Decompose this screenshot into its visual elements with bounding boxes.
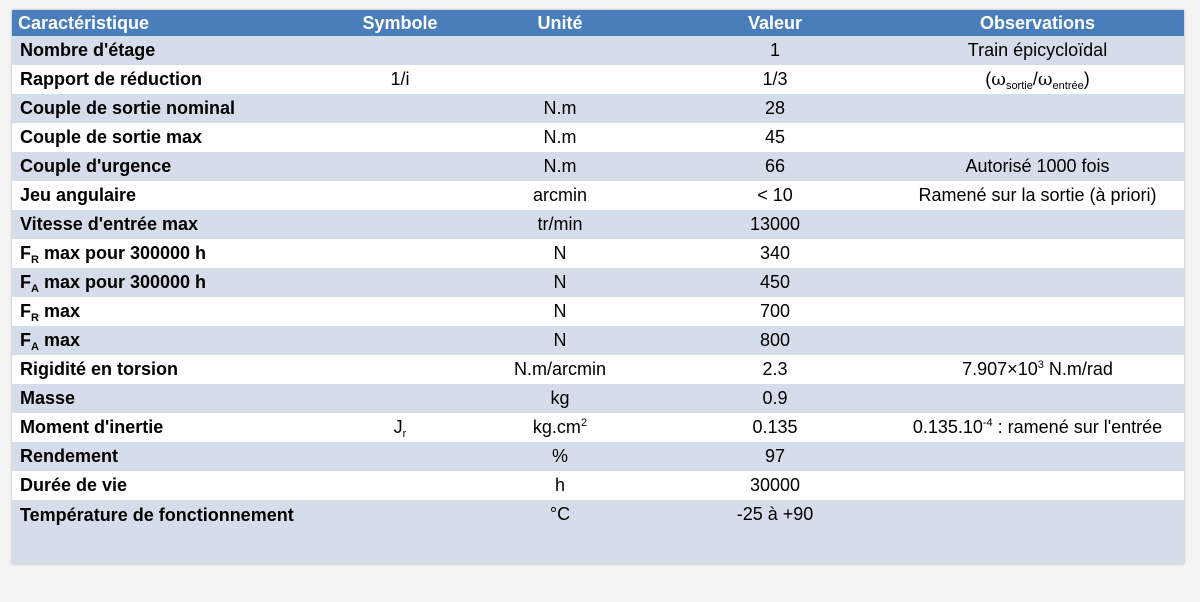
table-row bbox=[12, 181, 1184, 210]
cell-observation: Ramené sur la sortie (à priori) bbox=[891, 181, 1184, 210]
omega-symbol: ω bbox=[1037, 69, 1053, 90]
header-value: Valeur bbox=[659, 10, 891, 36]
cell-characteristic bbox=[12, 239, 339, 268]
table-row bbox=[12, 36, 1184, 65]
superscript: 2 bbox=[580, 417, 588, 429]
spec-table-container bbox=[12, 10, 1184, 564]
subscript: R bbox=[31, 254, 39, 266]
cell-symbol bbox=[339, 268, 461, 297]
cell-symbol bbox=[339, 384, 461, 413]
table-row bbox=[12, 413, 1184, 442]
obs-text: 0.135.10 bbox=[912, 417, 983, 437]
cell-symbol bbox=[339, 239, 461, 268]
cell-observation bbox=[891, 268, 1184, 297]
cell-symbol bbox=[339, 442, 461, 471]
cell-value: 13000 bbox=[659, 210, 891, 239]
table-row bbox=[12, 297, 1184, 326]
header-characteristic: Caractéristique bbox=[12, 10, 339, 36]
cell-symbol bbox=[339, 123, 461, 152]
cell-characteristic: Masse bbox=[12, 384, 339, 413]
table-row bbox=[12, 500, 1184, 564]
cell-unit bbox=[461, 36, 659, 65]
cell-symbol bbox=[339, 152, 461, 181]
omega-symbol: ω bbox=[991, 69, 1006, 90]
table-row bbox=[12, 94, 1184, 123]
table-row bbox=[12, 442, 1184, 471]
subscript: sortie bbox=[1005, 80, 1033, 92]
cell-symbol bbox=[339, 297, 461, 326]
characteristic-text: max pour 300000 h bbox=[38, 272, 207, 292]
table-row bbox=[12, 152, 1184, 181]
cell-value: 30000 bbox=[659, 471, 891, 500]
subscript: R bbox=[31, 312, 39, 324]
cell-value: 1 bbox=[659, 36, 891, 65]
cell-characteristic: Moment d'inertie bbox=[12, 413, 339, 442]
cell-characteristic: Durée de vie bbox=[12, 471, 339, 500]
cell-unit: N.m bbox=[461, 152, 659, 181]
cell-unit: tr/min bbox=[461, 210, 659, 239]
header-row bbox=[12, 10, 1184, 36]
cell-observation bbox=[891, 326, 1184, 355]
cell-value: 800 bbox=[659, 326, 891, 355]
obs-text: N.m/rad bbox=[1043, 359, 1113, 379]
cell-unit: N bbox=[461, 268, 659, 297]
obs-close: ) bbox=[1083, 69, 1090, 89]
header-observations: Observations bbox=[891, 10, 1184, 36]
table-row bbox=[12, 355, 1184, 384]
cell-value: 45 bbox=[659, 123, 891, 152]
cell-observation bbox=[891, 413, 1184, 442]
cell-symbol: 1/i bbox=[339, 65, 461, 94]
cell-characteristic: Rigidité en torsion bbox=[12, 355, 339, 384]
cell-symbol bbox=[339, 471, 461, 500]
cell-observation: Train épicycloïdal bbox=[891, 36, 1184, 65]
header-symbol: Symbole bbox=[339, 10, 461, 36]
obs-slash: / bbox=[1032, 69, 1038, 89]
spec-table bbox=[12, 10, 1184, 564]
subscript: A bbox=[31, 283, 39, 295]
obs-text: 7.907×10 bbox=[962, 359, 1038, 379]
table-row bbox=[12, 210, 1184, 239]
cell-characteristic bbox=[12, 297, 339, 326]
cell-symbol bbox=[339, 500, 461, 564]
cell-observation bbox=[891, 355, 1184, 384]
cell-characteristic: Couple de sortie max bbox=[12, 123, 339, 152]
cell-symbol bbox=[339, 355, 461, 384]
cell-symbol bbox=[339, 326, 461, 355]
table-row bbox=[12, 65, 1184, 94]
cell-unit: °C bbox=[461, 500, 659, 564]
obs-text: : ramené sur l'entrée bbox=[992, 417, 1163, 437]
subscript: entrée bbox=[1052, 80, 1084, 92]
cell-symbol bbox=[339, 210, 461, 239]
cell-observation bbox=[891, 123, 1184, 152]
superscript: -4 bbox=[982, 417, 993, 429]
cell-value: -25 à +90 bbox=[659, 500, 891, 564]
cell-observation bbox=[891, 297, 1184, 326]
cell-characteristic: Température de fonctionnement bbox=[12, 500, 339, 564]
cell-characteristic: Vitesse d'entrée max bbox=[12, 210, 339, 239]
table-row bbox=[12, 471, 1184, 500]
cell-value: 1/3 bbox=[659, 65, 891, 94]
cell-unit: kg bbox=[461, 384, 659, 413]
cell-observation bbox=[891, 239, 1184, 268]
force-symbol: F bbox=[20, 301, 31, 321]
cell-value: 340 bbox=[659, 239, 891, 268]
cell-unit: N bbox=[461, 326, 659, 355]
cell-unit: N.m bbox=[461, 94, 659, 123]
cell-value: 0.9 bbox=[659, 384, 891, 413]
cell-characteristic bbox=[12, 268, 339, 297]
cell-observation bbox=[891, 210, 1184, 239]
table-row bbox=[12, 384, 1184, 413]
cell-characteristic: Nombre d'étage bbox=[12, 36, 339, 65]
cell-symbol bbox=[339, 94, 461, 123]
cell-observation bbox=[891, 471, 1184, 500]
superscript: 3 bbox=[1037, 359, 1044, 371]
force-symbol: F bbox=[20, 272, 31, 292]
cell-symbol bbox=[339, 36, 461, 65]
cell-value: 700 bbox=[659, 297, 891, 326]
cell-observation bbox=[891, 500, 1184, 564]
cell-symbol bbox=[339, 413, 461, 442]
cell-observation bbox=[891, 384, 1184, 413]
table-row bbox=[12, 326, 1184, 355]
cell-symbol bbox=[339, 181, 461, 210]
cell-unit: N bbox=[461, 297, 659, 326]
cell-value: 97 bbox=[659, 442, 891, 471]
cell-characteristic: Jeu angulaire bbox=[12, 181, 339, 210]
header-unit: Unité bbox=[461, 10, 659, 36]
cell-unit: % bbox=[461, 442, 659, 471]
cell-unit: N bbox=[461, 239, 659, 268]
cell-value: 0.135 bbox=[659, 413, 891, 442]
cell-value: 28 bbox=[659, 94, 891, 123]
cell-characteristic bbox=[12, 326, 339, 355]
obs-open: ( bbox=[985, 69, 992, 89]
cell-unit: N.m/arcmin bbox=[461, 355, 659, 384]
subscript: A bbox=[31, 341, 39, 353]
unit-text: kg.cm bbox=[532, 417, 581, 437]
force-symbol: F bbox=[20, 243, 31, 263]
table-row bbox=[12, 123, 1184, 152]
table-row bbox=[12, 239, 1184, 268]
cell-unit: h bbox=[461, 471, 659, 500]
cell-characteristic: Rendement bbox=[12, 442, 339, 471]
cell-value: 450 bbox=[659, 268, 891, 297]
cell-value: 66 bbox=[659, 152, 891, 181]
cell-observation: Autorisé 1000 fois bbox=[891, 152, 1184, 181]
cell-observation bbox=[891, 442, 1184, 471]
cell-unit: N.m bbox=[461, 123, 659, 152]
cell-characteristic: Couple de sortie nominal bbox=[12, 94, 339, 123]
cell-value: 2.3 bbox=[659, 355, 891, 384]
cell-observation bbox=[891, 65, 1184, 94]
table-row bbox=[12, 268, 1184, 297]
cell-value: < 10 bbox=[659, 181, 891, 210]
cell-characteristic: Rapport de réduction bbox=[12, 65, 339, 94]
subscript: r bbox=[402, 428, 407, 440]
characteristic-text: max bbox=[38, 330, 80, 350]
cell-observation bbox=[891, 94, 1184, 123]
cell-unit bbox=[461, 413, 659, 442]
cell-unit bbox=[461, 65, 659, 94]
characteristic-text: max bbox=[38, 301, 80, 321]
cell-unit: arcmin bbox=[461, 181, 659, 210]
characteristic-text: max pour 300000 h bbox=[38, 243, 207, 263]
force-symbol: F bbox=[20, 330, 31, 350]
cell-characteristic: Couple d'urgence bbox=[12, 152, 339, 181]
symbol-text: J bbox=[393, 417, 403, 437]
